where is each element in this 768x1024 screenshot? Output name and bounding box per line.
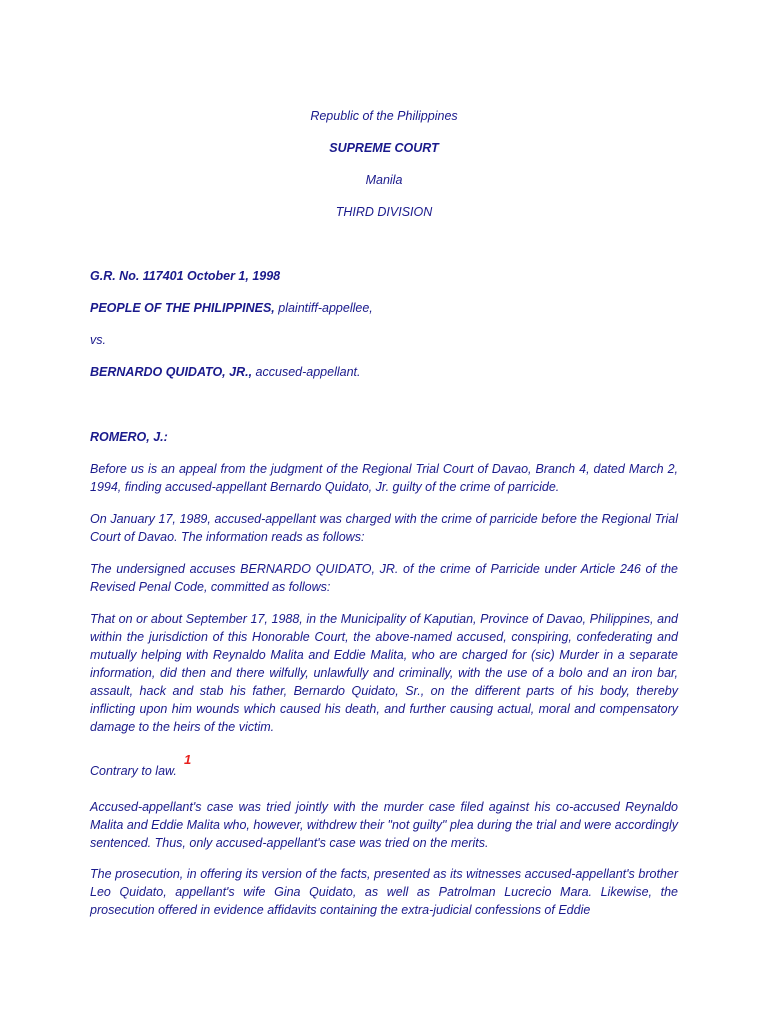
republic-heading: Republic of the Philippines <box>310 109 458 123</box>
body-paragraph-3: The undersigned accuses BERNARDO QUIDATO, JR. of the crime of Parricide under Article 246 of the Revised Penal Code, committed as follows: <box>90 562 678 594</box>
division-heading: THIRD DIVISION <box>335 205 433 219</box>
plaintiff-line <box>90 300 680 316</box>
accused-name: BERNARDO QUIDATO, JR., <box>90 365 253 379</box>
plaintiff-role: plaintiff-appellee, <box>274 301 373 315</box>
case-number: G.R. No. 117401 October 1, 1998 <box>90 269 281 283</box>
accused-line <box>90 364 680 380</box>
versus-label: vs. <box>90 333 106 347</box>
body-paragraph-6: Accused-appellant's case was tried jointly with the murder case filed against his co-accused Reynaldo Malita and Eddie Malita who, however, withdrew their "not guilty" plea during the trial and were accordingly sentenced. Thus, only accused-appellant's case was tried on the merits. <box>90 800 678 850</box>
accused-role: accused-appellant. <box>252 365 361 379</box>
ponente: ROMERO, J.: <box>90 430 168 444</box>
information-quote: That on or about September 17, 1988, in the Municipality of Kaputian, Province of Davao, Philippines, and within the jurisdiction of this Honorable Court, the above-named accused, conspiring, confederating and mutually helping with Reynaldo Malita and Eddie Malita, who are charged for (sic) Murder in a separate information, did then and there wilfully, unlawfully and criminally, with the use of a bolo and an iron bar, assault, hack and stab his father, Bernardo Quidato, Sr., on the different parts of his body, thereby inflicting upon him wounds which caused his death, and further causing actual, moral and compensatory damage to the heirs of the victim. <box>90 612 678 734</box>
court-heading: SUPREME COURT <box>329 141 439 155</box>
plaintiff-name: PEOPLE OF THE PHILIPPINES, <box>90 301 275 315</box>
city-heading: Manila <box>365 173 403 187</box>
body-paragraph-7: The prosecution, in offering its version of the facts, presented as its witnesses accused-appellant's brother Leo Quidato, appellant's wife Gina Quidato, as well as Patrolman Lucrecio Mara. Likewise, the prosecution offered in evidence affidavits containing the extra-judicial confessions of Eddie <box>90 867 678 917</box>
footnote-marker[interactable]: 1 <box>184 752 192 767</box>
contrary-to-law: Contrary to law. <box>90 764 177 778</box>
body-paragraph-1: Before us is an appeal from the judgment of the Regional Trial Court of Davao, Branch 4, dated March 2, 1994, finding accused-appellant Bernardo Quidato, Jr. guilty of the crime of parricide. <box>90 462 678 494</box>
body-paragraph-2: On January 17, 1989, accused-appellant was charged with the crime of parricide before the Regional Trial Court of Davao. The information reads as follows: <box>90 512 678 544</box>
